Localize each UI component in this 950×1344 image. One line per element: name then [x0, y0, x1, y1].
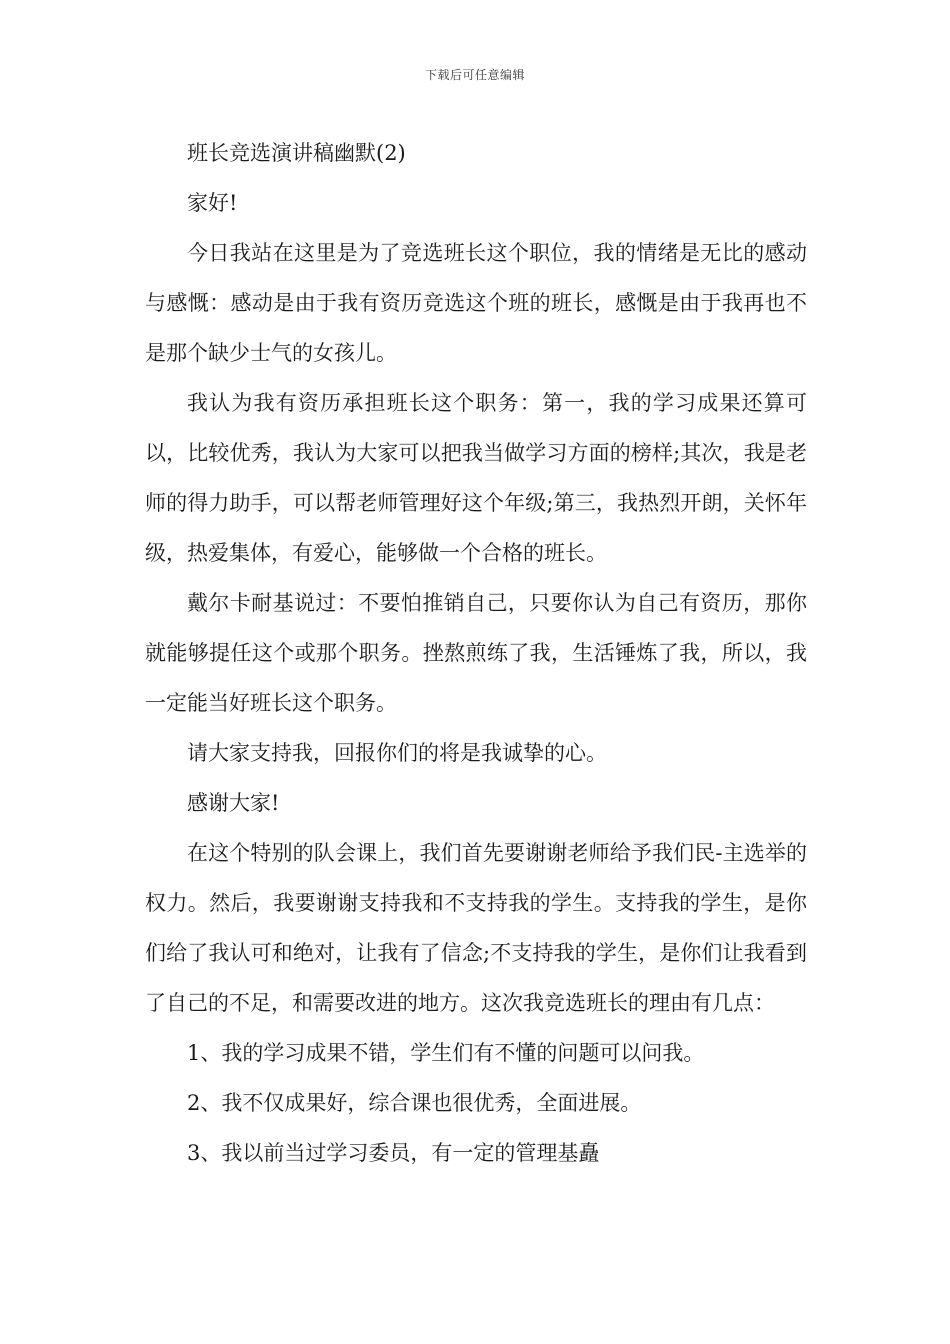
paragraph-greeting: 家好! — [187, 191, 238, 215]
document-title: 班长竞选演讲稿幽默(2) — [187, 141, 406, 165]
paragraph: 戴尔卡耐基说过：不要怕推销自己，只要你认为自己有资历，那你就能够提任这个或那个职务。挫熬煎练了我，生活锤炼了我，所以，我一定能当好班长这个职务。 — [145, 591, 807, 715]
document-body — [145, 128, 807, 1178]
paragraph-thanks: 感谢大家! — [187, 791, 280, 815]
paragraph: 在这个特别的队会课上，我们首先要谢谢老师给予我们民-主选举的权力。然后，我要谢谢支持我和不支持我的学生。支持我的学生，是你们给了我认可和绝对，让我有了信念;不支持我的学生，是你们让我看到了自己的不足，和需要改进的地方。这次我竞选班长的理由有几点： — [145, 841, 807, 1015]
paragraph: 请大家支持我，回报你们的将是我诚挚的心。 — [187, 741, 607, 765]
list-item: 3、我以前当过学习委员，有一定的管理基矗 — [187, 1141, 600, 1165]
page-header-note: 下载后可任意编辑 — [424, 68, 525, 82]
list-item: 1、我的学习成果不错，学生们有不懂的问题可以问我。 — [187, 1041, 705, 1065]
paragraph: 我认为我有资历承担班长这个职务：第一，我的学习成果还算可以，比较优秀，我认为大家可以把我当做学习方面的榜样;其次，我是老师的得力助手，可以帮老师管理好这个年级;第三，我热烈开朗，关怀年级，热爱集体，有爱心，能够做一个合格的班长。 — [145, 391, 807, 565]
paragraph: 今日我站在这里是为了竞选班长这个职位，我的情绪是无比的感动与感慨：感动是由于我有资历竞选这个班的班长，感慨是由于我再也不是那个缺少士气的女孩儿。 — [145, 241, 807, 365]
list-item: 2、我不仅成果好，综合课也很优秀，全面进展。 — [187, 1091, 642, 1115]
